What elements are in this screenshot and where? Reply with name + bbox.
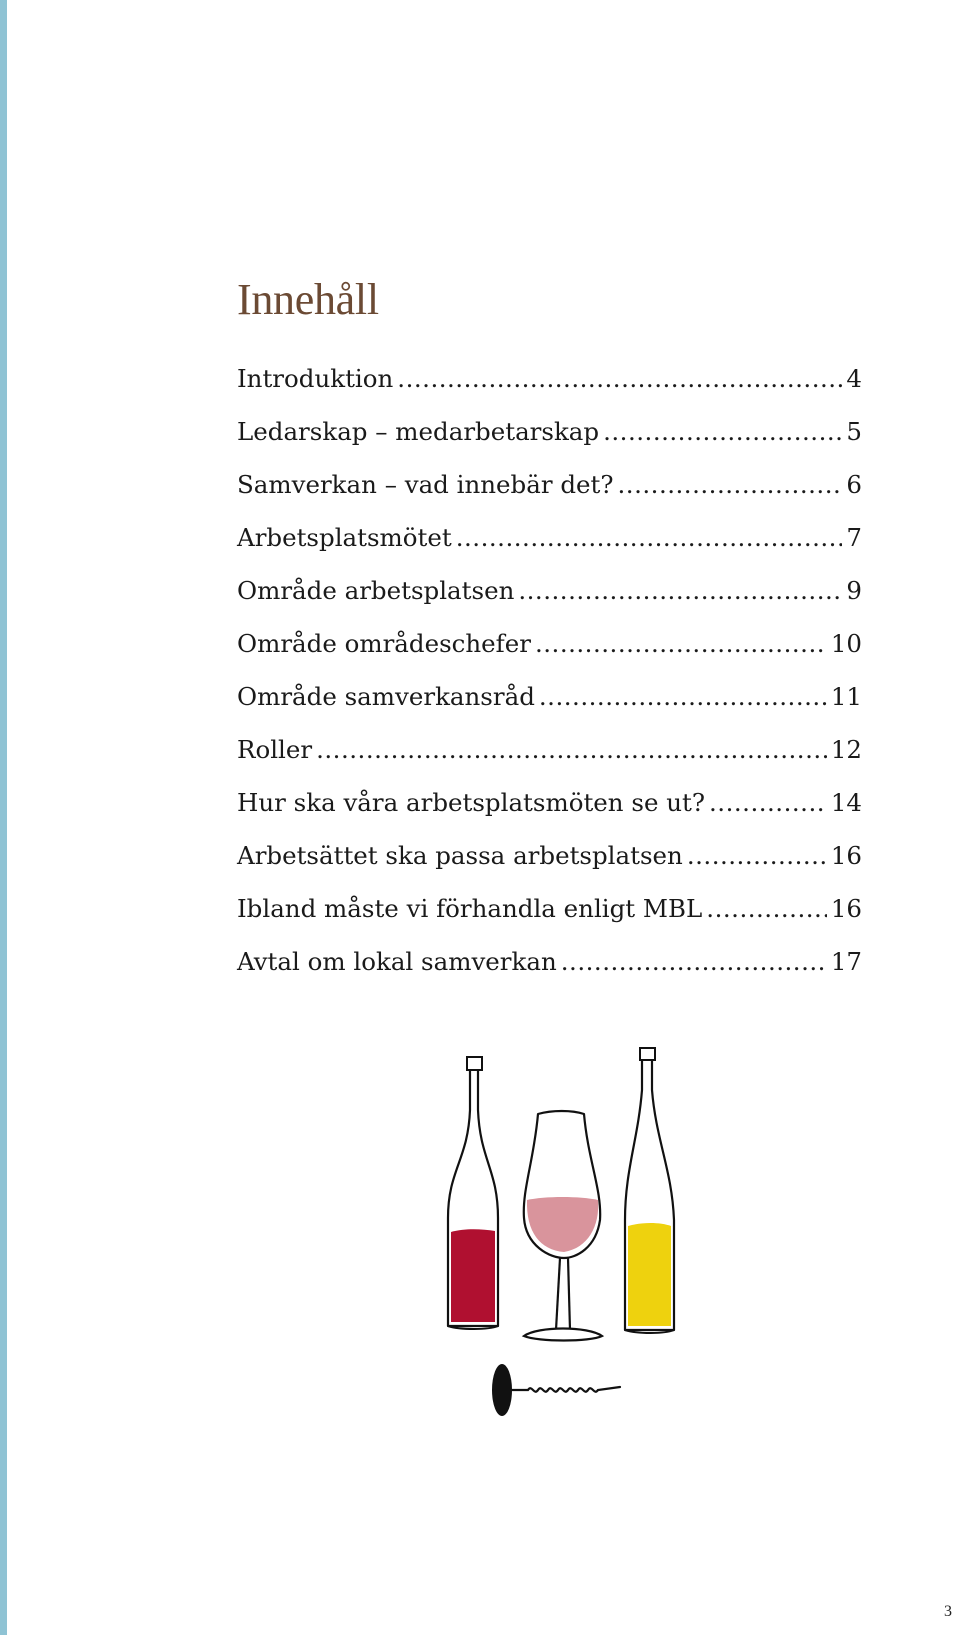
toc-leader-dots: [539, 670, 827, 723]
toc-leader-dots: [687, 829, 827, 882]
toc-entry-label: Avtal om lokal samverkan: [237, 947, 557, 976]
toc-leader-dots: [397, 352, 842, 405]
toc-entry-label: Område arbetsplatsen: [237, 576, 515, 605]
toc-leader-dots: [603, 405, 842, 458]
toc-entry-page: 10: [830, 629, 862, 658]
toc-entry[interactable]: [237, 670, 862, 723]
toc-entry[interactable]: [237, 511, 862, 564]
toc-entry[interactable]: [237, 458, 862, 511]
toc-leader-dots: [316, 723, 827, 776]
toc-leader-dots: [709, 776, 827, 829]
toc-entry[interactable]: [237, 829, 862, 882]
toc-entry[interactable]: [237, 882, 862, 935]
page-edge-bar: [0, 0, 7, 1635]
toc-list: [237, 352, 862, 988]
toc-entry[interactable]: [237, 352, 862, 405]
toc-entry-label: Ibland måste vi förhandla enligt MBL: [237, 894, 703, 923]
wine-illustration: [420, 1040, 690, 1450]
toc-entry-label: Roller: [237, 735, 313, 764]
white-wine-bottle-icon: [625, 1048, 674, 1333]
page-number: 3: [944, 1603, 952, 1620]
toc-entry-label: Samverkan – vad innebär det?: [237, 470, 614, 499]
corkscrew-icon: [492, 1364, 620, 1416]
toc-entry-page: 16: [830, 894, 862, 923]
toc-entry-label: Arbetsättet ska passa arbetsplatsen: [237, 841, 683, 870]
toc-entry[interactable]: [237, 564, 862, 617]
toc-entry-page: 17: [830, 947, 862, 976]
red-wine-bottle-icon: [448, 1057, 498, 1329]
table-of-contents: [237, 270, 862, 988]
toc-entry-page: 4: [846, 364, 862, 393]
toc-leader-dots: [618, 458, 843, 511]
toc-entry-label: Hur ska våra arbetsplatsmöten se ut?: [237, 788, 705, 817]
toc-entry[interactable]: [237, 723, 862, 776]
toc-entry-label: Ledarskap – medarbetarskap: [237, 417, 600, 446]
toc-entry-label: Område områdeschefer: [237, 629, 531, 658]
toc-entry-page: 12: [830, 735, 862, 764]
toc-entry-label: Arbetsplatsmötet: [237, 523, 452, 552]
toc-leader-dots: [561, 935, 827, 988]
toc-entry-page: 6: [846, 470, 862, 499]
toc-entry-page: 14: [830, 788, 862, 817]
toc-entry-page: 5: [846, 417, 862, 446]
toc-leader-dots: [518, 564, 842, 617]
toc-entry-page: 9: [846, 576, 862, 605]
toc-entry-page: 16: [830, 841, 862, 870]
rose-wine-glass-icon: [524, 1111, 602, 1341]
toc-entry[interactable]: [237, 405, 862, 458]
toc-leader-dots: [456, 511, 843, 564]
toc-entry-label: Område samverkansråd: [237, 682, 535, 711]
toc-entry[interactable]: [237, 935, 862, 988]
toc-leader-dots: [706, 882, 827, 935]
toc-entry[interactable]: [237, 776, 862, 829]
toc-entry-page: 7: [846, 523, 862, 552]
toc-title: Innehåll: [237, 275, 379, 324]
toc-leader-dots: [535, 617, 827, 670]
toc-entry-label: Introduktion: [237, 364, 394, 393]
toc-entry[interactable]: [237, 617, 862, 670]
toc-entry-page: 11: [830, 682, 862, 711]
